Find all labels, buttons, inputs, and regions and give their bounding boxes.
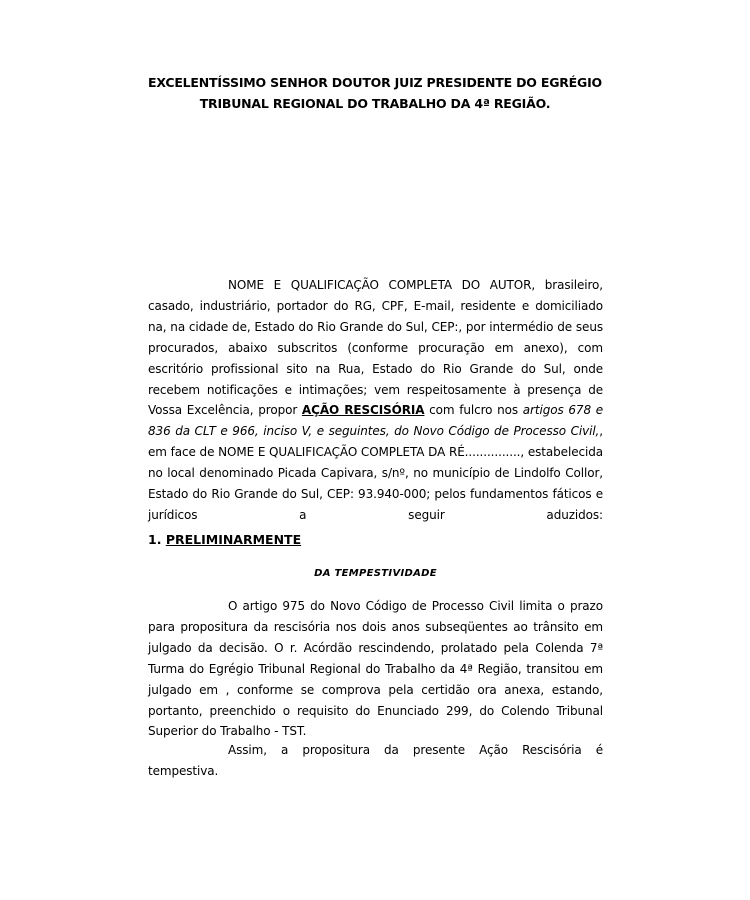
tempestividade-paragraph-block [148, 596, 603, 742]
court-heading-line-1: EXCELENTÍSSIMO SENHOR DOUTOR JUIZ PRESIDENTE DO EGRÉGIO [148, 75, 602, 90]
section-1-label: PRELIMINARMENTE [165, 532, 302, 547]
intro-text-a: NOME E QUALIFICAÇÃO COMPLETA DO AUTOR, brasileiro, casado, industriário, portador do RG, CPF, E-mail, residente e domiciliado na, na cidade de, Estado do Rio Grande do Sul, CEP:, por intermédio de seus procurados, abaixo subscritos (conforme procuração em anexo), com escritório profissional sito na Rua, Estado do Rio Grande do Sul, onde recebem notificações e intimações; vem respeitosamente à presença de Vossa Excelência, propor [148, 278, 603, 418]
court-heading [100, 72, 650, 114]
action-name: AÇÃO RESCISÓRIA [301, 403, 425, 418]
section-1-title [148, 532, 301, 547]
section-1-number: 1. [148, 532, 166, 547]
legal-basis: artigos 678 e 836 da CLT e 966, inciso V, e seguintes, do Novo Código de Processo Civil, [148, 403, 604, 439]
intro-text-c: , em face de NOME E QUALIFICAÇÃO COMPLETA DA RÉ..............., estabelecida no local denominado Picada Capivara, s/nº, no município de Lindolfo Collor, Estado do Rio Grande do Sul, CEP: 93.940-000; pelos fundamentos fáticos e jurídicos a seguir aduzidos: [148, 424, 603, 522]
intro-paragraph-block [148, 275, 603, 526]
conclusion-paragraph: Assim, a propositura da presente Ação Rescisória é tempestiva. [148, 743, 603, 778]
conclusion-paragraph-block [148, 740, 603, 782]
subheading-tempestividade: DA TEMPESTIVIDADE [314, 568, 437, 579]
intro-text-b: com fulcro nos [424, 403, 523, 418]
court-heading-line-2: TRIBUNAL REGIONAL DO TRABALHO DA 4ª REGIÃO. [199, 96, 551, 111]
intro-paragraph [148, 275, 603, 526]
tempestividade-paragraph: O artigo 975 do Novo Código de Processo Civil limita o prazo para propositura da rescisória nos dois anos subseqüentes ao trânsito em julgado da decisão. O r. Acórdão rescindendo, prolatado pela Colenda 7ª Turma do Egrégio Tribunal Regional do Trabalho da 4ª Região, transitou em julgado em , conforme se comprova pela certidão ora anexa, estando, portanto, preenchido o requisito do Enunciado 299, do Colendo Tribunal Superior do Trabalho - TST. [148, 599, 603, 739]
